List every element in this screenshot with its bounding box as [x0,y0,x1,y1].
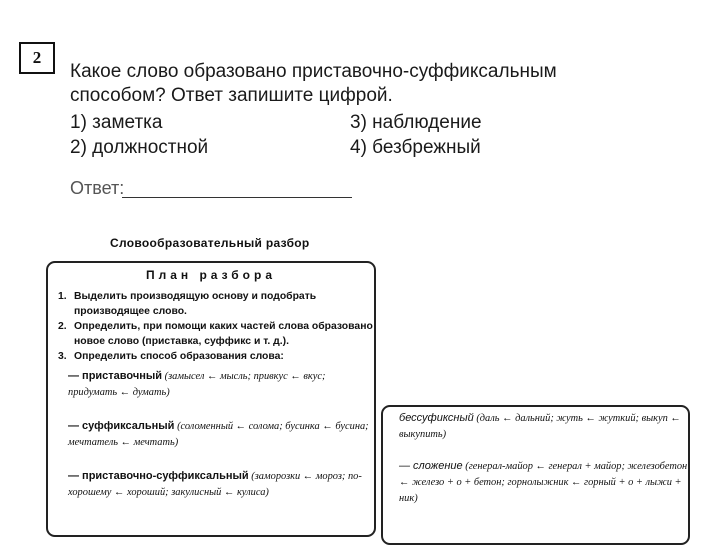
method-prefix [68,369,370,401]
method-name: — сложение [399,460,463,472]
method-suffixless [399,411,689,443]
method-examples: (замысел ← мысль; привкус ← вкус; придумать ← думать) [68,371,326,398]
answer-label: Ответ: [70,178,125,198]
method-examples: (генерал-майор ← генерал + майор; железобетон ← железо + о + бетон; горнолыжник ← горный + о + лыжи + ник) [399,461,688,504]
task-number: 2 [19,42,55,74]
step-number: 3. [58,351,67,362]
step-number: 1. [58,291,67,302]
step-2 [58,319,374,349]
option-1: 1) заметка [70,112,163,133]
step-3 [58,349,374,364]
method-examples: (даль ← дальний; жуть ← жуткий; выкуп ← выкупить) [399,413,681,440]
steps-list [58,289,374,364]
option-4: 4) безбрежный [350,137,481,158]
step-text: Выделить производящую основу и подобрать производящее слово. [74,291,317,317]
option-3: 3) наблюдение [350,112,482,133]
method-name: — приставочный [68,370,163,382]
step-number: 2. [58,321,67,332]
plan-title: План разбора [145,268,277,282]
step-text: Определить способ образования слова: [74,351,284,362]
method-compounding [399,459,689,507]
methods-box-right [381,405,690,545]
method-examples: (заморозки ← мороз; по-хорошему ← хороший; закулисный ← кулиса) [68,471,362,498]
method-name: — приставочно-суффиксальный [68,470,249,482]
method-name: — суффиксальный [68,420,175,432]
step-text: Определить, при помощи каких частей слова образовано новое слово (приставка, суффикс и т. д.). [74,321,373,347]
method-suffix [68,419,370,451]
method-name: бессуфиксный [399,412,474,424]
method-prefix-suffix [68,469,370,501]
step-1 [58,289,374,319]
option-2: 2) должностной [70,137,209,158]
analysis-title: Словообразовательный разбор [110,236,310,250]
question-text: Какое слово образовано приставочно-суффиксальным способом? Ответ запишите цифрой. [70,61,557,106]
answer-line [122,197,352,198]
plan-box [46,261,376,537]
method-examples: (соломенный ← солома; бусинка ← бусина; мечтатель ← мечтать) [68,421,369,448]
